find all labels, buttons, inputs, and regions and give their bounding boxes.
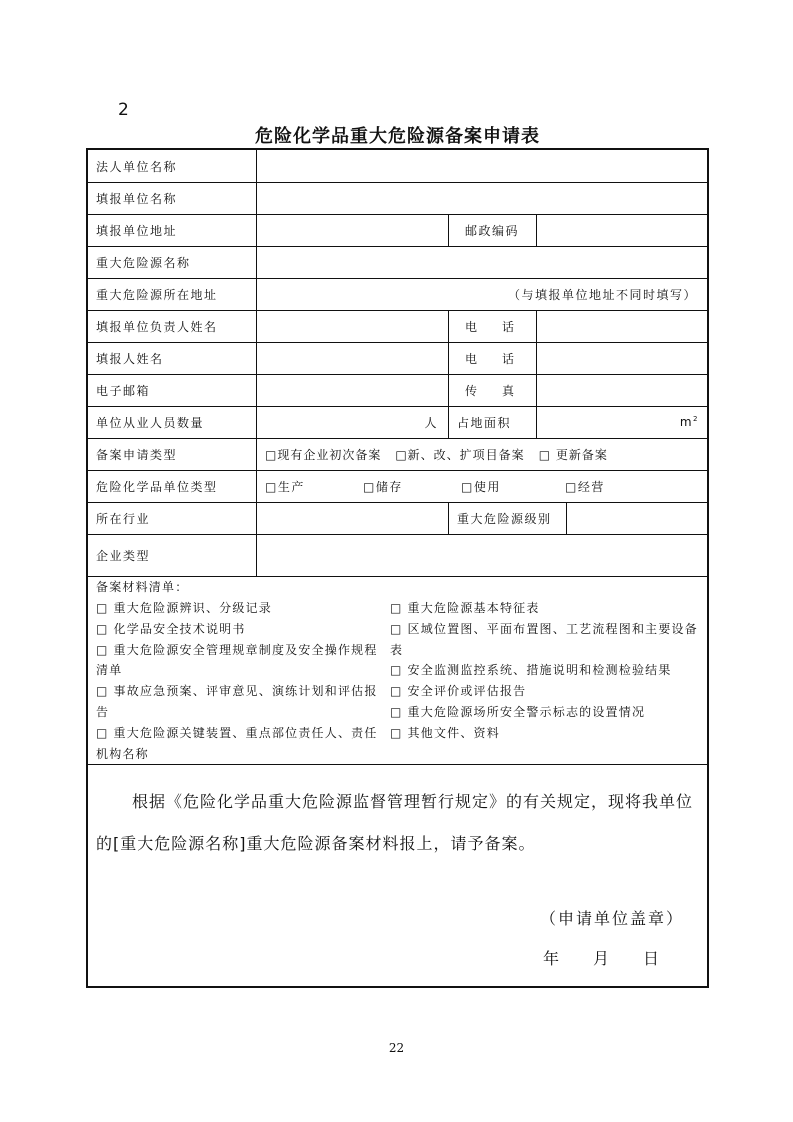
- materials-checklist: [88, 576, 707, 765]
- declaration-section: [88, 765, 707, 986]
- input-filing-unit[interactable]: [256, 182, 707, 214]
- input-hazard-level[interactable]: [566, 502, 707, 534]
- declaration-text: 根据《危险化学品重大危险源监督管理暂行规定》的有关规定，现将我单位的[重大危险源名称]重大危险源备案材料报上，请予备案。: [96, 792, 694, 853]
- filing-type-options: [256, 438, 707, 470]
- unit-type-options: [256, 470, 707, 502]
- row-unit-type: [88, 470, 707, 503]
- input-legal-entity[interactable]: [256, 150, 707, 182]
- material-item[interactable]: □ 重大危险源关键装置、重点部位责任人、责任机构名称: [96, 725, 378, 761]
- checkbox-project-filing[interactable]: □新、改、扩项目备案: [395, 447, 525, 462]
- label-area: 占地面积: [448, 406, 536, 438]
- materials-right-column: [390, 598, 705, 744]
- application-form: [86, 148, 709, 988]
- row-reporter: [88, 342, 707, 375]
- label-filing-unit: 填报单位名称: [96, 191, 178, 206]
- material-item[interactable]: □ 重大危险源安全管理规章制度及安全操作规程清单: [96, 642, 378, 678]
- row-hazard-location: [88, 278, 707, 311]
- input-postcode[interactable]: [536, 214, 707, 246]
- label-fax: [448, 374, 536, 406]
- label-fax-char-2: 真: [501, 383, 514, 398]
- input-fax[interactable]: [536, 374, 707, 406]
- row-head-name: [88, 310, 707, 343]
- label-industry: 所在行业: [96, 511, 151, 526]
- input-hazard-name[interactable]: [256, 246, 707, 278]
- input-unit-address[interactable]: [256, 214, 448, 246]
- row-employees: [88, 406, 707, 439]
- input-head-name[interactable]: [256, 310, 448, 342]
- materials-left-column: [96, 598, 381, 764]
- label-phone-char-1: 电: [465, 351, 478, 366]
- label-phone-1: [448, 310, 536, 342]
- label-legal-entity: 法人单位名称: [96, 159, 178, 174]
- material-item[interactable]: □ 重大危险源场所安全警示标志的设置情况: [390, 704, 646, 719]
- label-filing-type: 备案申请类型: [96, 447, 178, 462]
- material-item[interactable]: □ 化学品安全技术说明书: [96, 621, 246, 636]
- label-enterprise-type: 企业类型: [96, 548, 151, 563]
- checkbox-business[interactable]: □经营: [565, 479, 605, 494]
- input-phone-2[interactable]: [536, 342, 707, 374]
- label-email: 电子邮箱: [96, 383, 151, 398]
- material-item[interactable]: □ 重大危险源辨识、分级记录: [96, 601, 272, 615]
- input-area[interactable]: [536, 406, 707, 438]
- row-legal-entity: [88, 150, 707, 183]
- row-unit-address: [88, 214, 707, 247]
- material-item[interactable]: □ 事故应急预案、评审意见、演练计划和评估报告: [96, 684, 378, 719]
- row-filing-type: [88, 438, 707, 471]
- input-employee-count[interactable]: [256, 406, 448, 438]
- input-hazard-location[interactable]: [256, 278, 707, 310]
- label-employee-count: 单位从业人员数量: [96, 415, 205, 430]
- unit-square-meter: $m^2$: [679, 415, 699, 429]
- label-postcode: 邮政编码: [448, 214, 536, 246]
- date-year: 年: [543, 949, 560, 968]
- material-item[interactable]: □ 重大危险源基本特征表: [390, 601, 540, 615]
- date-line: [543, 946, 659, 969]
- material-item[interactable]: □ 区域位置图、平面布置图、工艺流程图和主要设备表: [390, 621, 698, 657]
- page-number: 22: [388, 1041, 405, 1055]
- label-unit-address: 填报单位地址: [96, 223, 178, 238]
- label-phone-2: [448, 342, 536, 374]
- material-item[interactable]: □ 安全监测监控系统、措施说明和检测检验结果: [390, 663, 672, 678]
- checkbox-storage[interactable]: □储存: [363, 479, 403, 494]
- date-day: 日: [643, 949, 660, 968]
- material-item[interactable]: □ 其他文件、资料: [390, 725, 500, 740]
- input-industry[interactable]: [256, 502, 448, 534]
- material-item[interactable]: □ 安全评价或评估报告: [390, 684, 527, 699]
- label-phone-char-1: 电: [465, 319, 478, 334]
- input-reporter-name[interactable]: [256, 342, 448, 374]
- label-hazard-location: 重大危险源所在地址: [96, 287, 218, 302]
- page-marker: 2: [118, 100, 129, 120]
- row-industry: [88, 502, 707, 535]
- checkbox-production[interactable]: □生产: [265, 479, 305, 494]
- checkbox-initial-filing[interactable]: □现有企业初次备案: [265, 447, 382, 462]
- label-unit-type: 危险化学品单位类型: [96, 479, 218, 494]
- label-hazard-name: 重大危险源名称: [96, 255, 191, 270]
- row-hazard-name: [88, 246, 707, 279]
- row-email: [88, 374, 707, 407]
- input-phone-1[interactable]: [536, 310, 707, 342]
- label-phone-char-2: 话: [501, 319, 514, 334]
- seal-label: （申请单位盖章）: [540, 909, 685, 928]
- hazard-location-note: （与填报单位地址不同时填写）: [507, 287, 697, 302]
- label-fax-char-1: 传: [465, 383, 478, 398]
- label-head-name: 填报单位负责人姓名: [96, 319, 218, 334]
- row-filing-unit: [88, 182, 707, 215]
- materials-heading: 备案材料清单：: [96, 580, 189, 594]
- form-title: 危险化学品重大危险源备案申请表: [255, 126, 540, 147]
- unit-person: 人: [424, 415, 438, 430]
- date-month: 月: [593, 949, 610, 968]
- label-phone-char-2: 话: [501, 351, 514, 366]
- label-reporter-name: 填报人姓名: [96, 351, 164, 366]
- input-email[interactable]: [256, 374, 448, 406]
- checkbox-update-filing[interactable]: □ 更新备案: [538, 447, 608, 462]
- checkbox-use[interactable]: □使用: [461, 479, 501, 494]
- row-enterprise-type: [88, 534, 707, 577]
- input-enterprise-type[interactable]: [256, 534, 707, 576]
- label-hazard-level: 重大危险源级别: [448, 502, 566, 534]
